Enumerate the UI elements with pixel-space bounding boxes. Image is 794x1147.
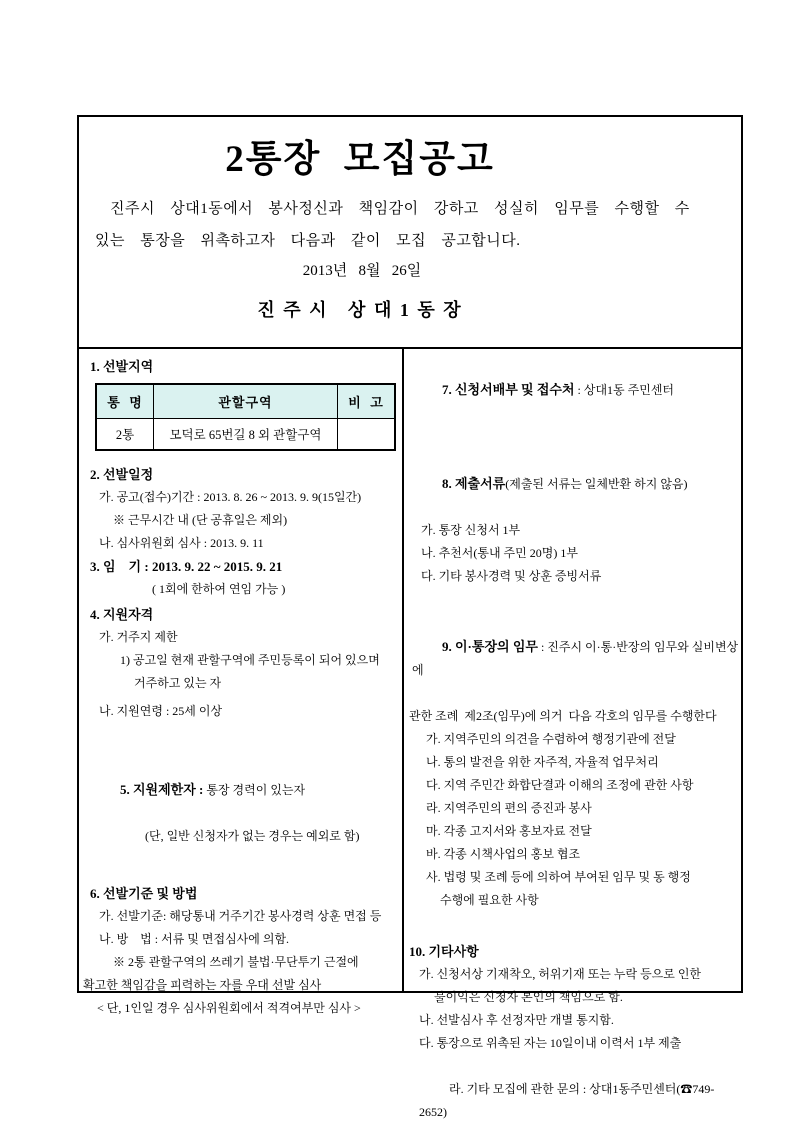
etc-notification: 나. 선발심사 후 선정자만 개별 통지함. — [419, 1013, 614, 1027]
cell-district: 모덕로 65번길 8 외 관할구역 — [154, 419, 338, 451]
notice-date: 2013년 8월 26일 — [302, 263, 422, 279]
section-7-line — [406, 355, 739, 425]
section-8-title: 8. 제출서류 — [442, 476, 506, 491]
duty-d: 라. 지역주민의 편의 증진과 봉사 — [426, 801, 592, 815]
phone-icon: ☎ — [680, 1082, 693, 1096]
duty-g-cont: 수행에 필요한 사항 — [440, 893, 539, 907]
section-5-line — [81, 755, 400, 825]
section-8-line — [406, 449, 739, 519]
header-cell-district: 관할구역 — [154, 384, 338, 419]
schedule-review: 나. 심사위원회 심사 : 2013. 9. 11 — [99, 536, 264, 550]
intro-paragraph — [79, 193, 741, 257]
cell-tong-name: 2통 — [96, 419, 154, 451]
section-7-text: : 상대1동 주민센터 — [574, 383, 675, 397]
age-item: 나. 지원연령 : 25세 이상 — [99, 704, 223, 718]
contact-text: 라. 기타 모집에 관한 문의 : 상대1동주민센터( — [449, 1082, 681, 1096]
header-cell-note: 비 고 — [338, 384, 396, 419]
jurisdiction-table — [95, 383, 396, 451]
section-9-text: : 진주시 이·통·반장의 임무와 실비변상에 — [412, 640, 739, 677]
criteria-item: 가. 선발기준: 해당통내 거주기간 봉사경력 상훈 면접 등 — [99, 909, 382, 923]
section-5-note: (단, 일반 신청자가 없는 경우는 예외로 함) — [145, 829, 360, 843]
section-9-title: 9. 이·통장의 임무 — [442, 639, 538, 654]
intro-line-2: 있는 통장을 위촉하고자 다음과 같이 모집 공고합니다. — [95, 233, 521, 249]
section-3-term: 3. 임 기 : 2013. 9. 22 ~ 2015. 9. 21 — [90, 559, 283, 574]
submit-doc-etc: 다. 기타 봉사경력 및 상훈 증빙서류 — [421, 569, 602, 583]
cell-note — [338, 419, 396, 451]
table-header-row — [96, 384, 395, 419]
contact-phone-number: 749-2652) — [419, 1082, 715, 1119]
section-8-text: (제출된 서류는 일체반환 하지 않음) — [505, 477, 688, 491]
residency-detail-1: 1) 공고일 현재 관할구역에 주민등록이 되어 있으며 — [120, 653, 380, 667]
table-row — [96, 419, 395, 451]
duty-a: 가. 지역주민의 의견을 수렴하여 행정기관에 전달 — [426, 732, 676, 746]
section-1-title: 1. 선발지역 — [90, 359, 154, 374]
schedule-period: 가. 공고(접수)기간 : 2013. 8. 26 ~ 2013. 9. 9(15일간) — [99, 490, 362, 504]
section-5-title: 5. 지원제한자 : — [120, 782, 204, 797]
priority-note-1: ※ 2통 관할구역의 쓰레기 불법·무단투기 근절에 — [113, 955, 359, 969]
etc-contact-line — [406, 1055, 739, 1147]
left-column — [79, 349, 404, 1015]
submit-doc-recommendation: 나. 추천서(통내 주민 20명) 1부 — [421, 546, 578, 560]
duty-e: 마. 각종 고지서와 홍보자료 전달 — [426, 824, 592, 838]
section-5-text: 통장 경력이 있는자 — [203, 783, 306, 797]
duty-c: 다. 지역 주민간 화합단결과 이해의 조정에 관한 사항 — [426, 778, 694, 792]
header-cell-tong-name: 통 명 — [96, 384, 154, 419]
section-10-title: 10. 기타사항 — [409, 944, 479, 959]
schedule-period-note: ※ 근무시간 내 (단 공휴일은 제외) — [113, 513, 288, 527]
residency-item: 가. 거주지 제한 — [99, 630, 178, 644]
right-column — [404, 349, 741, 1119]
term-renewal-note: ( 1회에 한하여 연임 가능 ) — [152, 582, 286, 596]
priority-note-2: 확고한 책임감을 피력하는 자를 우대 선발 심사 — [83, 978, 322, 992]
method-item: 나. 방 법 : 서류 및 면접심사에 의함. — [99, 932, 290, 946]
residency-detail-2: 거주하고 있는 자 — [134, 676, 222, 690]
single-applicant-note: < 단, 1인일 경우 심사위원회에서 적격여부만 심사 > — [97, 1001, 361, 1015]
section-9-line — [406, 612, 739, 705]
content-columns — [79, 349, 741, 1119]
duty-b: 나. 통의 발전을 위한 자주적, 자율적 업무처리 — [426, 755, 659, 769]
etc-error-responsibility-cont: 불이익은 신청자 본인의 책임으로 함. — [434, 990, 623, 1004]
section-2-title: 2. 선발일정 — [90, 467, 154, 482]
title-area — [79, 117, 741, 349]
section-6-title: 6. 선발기준 및 방법 — [90, 886, 198, 901]
etc-error-responsibility: 가. 신청서상 기재착오, 허위기재 또는 누락 등으로 인한 — [419, 967, 702, 981]
intro-line-1: 진주시 상대1동에서 봉사정신과 책임감이 강하고 성실히 임무를 수행할 수 — [110, 201, 690, 217]
section-7-title: 7. 신청서배부 및 접수처 — [442, 382, 575, 397]
duty-f: 바. 각종 시책사업의 홍보 협조 — [426, 847, 581, 861]
section-4-title: 4. 지원자격 — [90, 607, 154, 622]
etc-resume-submit: 다. 통장으로 위촉된 자는 10일이내 이력서 1부 제출 — [419, 1036, 682, 1050]
signer-line: 진 주 시 상 대 1 동 장 — [257, 300, 463, 320]
notice-document — [77, 115, 743, 1119]
notice-title: 2통장 모집공고 — [225, 139, 495, 180]
submit-doc-application: 가. 통장 신청서 1부 — [421, 523, 521, 537]
duty-g: 사. 법령 및 조례 등에 의하여 부여된 임무 및 동 행정 — [426, 870, 691, 884]
section-9-cont: 관한 조례 제2조(임무)에 의거 다음 각호의 임무를 수행한다 — [409, 709, 717, 723]
